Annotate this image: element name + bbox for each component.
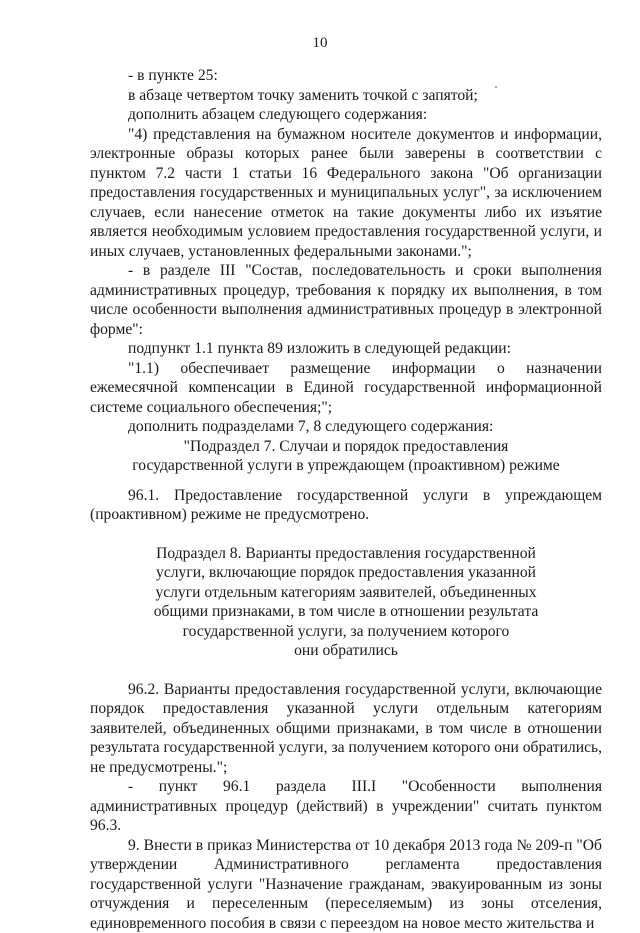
page-number: 10 xyxy=(0,34,640,54)
subsection-8-heading: Подраздел 8. Варианты предоставления государственной услуги, включающие порядок предоставления указанной услуги отдельным категориям заявителей, объединенных общими признаками, в том числе в отношении результата государственной услуги, за получением которого они обратились xyxy=(90,544,602,661)
paragraph-96-1: 96.1. Предоставление государственной услуги в упреждающем (проактивном) режиме не предусмотрено. xyxy=(90,486,602,525)
paragraph-9: 9. Внести в приказ Министерства от 10 декабря 2013 года № 209-п "Об утверждении Административного регламента предоставления государственной услуги "Назначение гражданам, эвакуированным из зоны отчуждения и переселенным (переселяемым) из зоны отселения, единовременного пособия в связи с переездом на новое место жительства и xyxy=(90,836,602,933)
paragraph-item-4: "4) представления на бумажном носителе документов и информации, электронные образы которых ранее были заверены в соответствии с пунктом 7.2 части 1 статьи 16 Федерального закона "Об организации предоставления государственных и муниципальных услуг", за исключением случаев, если нанесение отметок на такие документы либо их изъятие является необходимым условием предоставления государственной услуги, и иных случаев, установленных федеральными законами."; xyxy=(90,125,602,262)
document-body xyxy=(90,66,602,933)
paragraph-96-1-reference: - пункт 96.1 раздела III.I "Особенности выполнения административных процедур (действий) в учреждении" считать пунктом 96.3. xyxy=(90,777,602,836)
paragraph-add-abzac: дополнить абзацем следующего содержания: xyxy=(90,105,602,125)
paragraph-section-3: - в разделе III "Состав, последовательность и сроки выполнения административных процедур, требования к порядку их выполнения, в том числе особенности выполнения административных процедур в электронной форме": xyxy=(90,261,602,339)
paragraph-compensation: "1.1) обеспечивает размещение информации о назначении ежемесячной компенсации в Единой государственной информационной системе социального обеспечения;"; xyxy=(90,359,602,418)
paragraph-replace-dot: в абзаце четвертом точку заменить точкой с запятой; xyxy=(90,86,602,106)
paragraph-item-25: - в пункте 25: xyxy=(90,66,602,86)
paragraph-96-2: 96.2. Варианты предоставления государственной услуги, включающие порядок предоставления указанной услуги отдельным категориям заявителей, объединенных общими признаками, в том числе в отношении результата государственной услуги, за получением которого они обратились, не предусмотрены."; xyxy=(90,680,602,778)
subsection-7-heading: "Подраздел 7. Случаи и порядок предоставления государственной услуги в упреждающем (проактивном) режиме xyxy=(90,437,602,476)
paragraph-add-subsections: дополнить подразделами 7, 8 следующего содержания: xyxy=(90,417,602,437)
paragraph-subitem-1-1: подпункт 1.1 пункта 89 изложить в следующей редакции: xyxy=(90,339,602,359)
